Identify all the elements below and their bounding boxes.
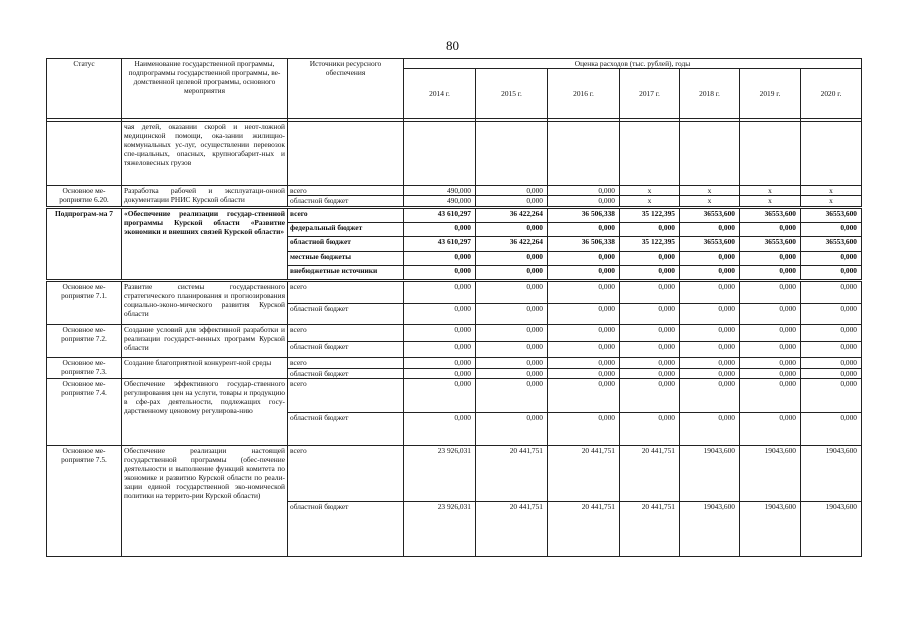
value-cell: 0,000 [680,304,740,325]
status-cell: Основное ме-роприятие 7.4. [47,379,122,446]
value-cell: 19043,600 [740,446,801,502]
value-cell: 19043,600 [680,501,740,557]
header-estimate: Оценка расходов (тыс. рублей), годы [404,59,862,69]
value-cell: 0,000 [740,368,801,379]
value-cell: 0,000 [404,251,476,265]
value-cell: 36553,600 [801,208,862,223]
value-cell: 0,000 [404,341,476,358]
value-cell: 0,000 [801,251,862,265]
header-year: 2020 г. [801,69,862,119]
value-cell: 0,000 [548,281,620,304]
value-cell: 0,000 [548,265,620,280]
value-cell: 0,000 [680,325,740,342]
value-cell: 0,000 [404,325,476,342]
value-cell: 0,000 [476,251,548,265]
value-cell: х [801,186,862,196]
source-cell: областной бюджет [288,341,404,358]
status-cell: Основное ме-роприятие 7.5. [47,446,122,557]
value-cell: 0,000 [476,223,548,237]
value-cell: 0,000 [620,368,680,379]
continuation-row [47,122,862,186]
value-cell: 36 506,338 [548,208,620,223]
value-cell: 0,000 [404,281,476,304]
source-cell: всего [288,379,404,413]
value-cell: 0,000 [476,186,548,196]
name-cell: Разработка рабочей и эксплуатаци-онной документации РНИС Курской области [122,186,288,208]
value-cell: 0,000 [620,412,680,446]
value-cell: 0,000 [801,265,862,280]
value-cell: 0,000 [548,223,620,237]
value-cell: 36 422,264 [476,237,548,251]
value-cell: 20 441,751 [476,446,548,502]
name-cell: Обеспечение эффективного государ-ственного регулирования цен на услуги, товары и продукцию в сфе-рах деятельности, подлежащих госу-дарственному ценовому регулирова-нию [122,379,288,446]
value-cell: 0,000 [801,358,862,369]
value-cell: 0,000 [548,358,620,369]
value-cell: 0,000 [548,379,620,413]
value-cell: 0,000 [404,358,476,369]
header-year: 2019 г. [740,69,801,119]
value-cell: 0,000 [801,412,862,446]
name-cell: «Обеспечение реализации государ-ственной программы Курской области «Развитие экономики и внешних связей Курской области» [122,208,288,281]
value-cell: 0,000 [740,251,801,265]
value-cell: 0,000 [740,223,801,237]
name-cell: Обеспечение реализации настоящей государственной программы (обес-печение деятельности и выполнение функций комитета по экономике и развитию Курской области по реали-зации единой государственной эко-номической политики на террито-рии Курской области) [122,446,288,557]
value-cell: х [620,196,680,208]
value-cell: 0,000 [740,281,801,304]
value-cell: 0,000 [801,341,862,358]
value-cell: 0,000 [801,281,862,304]
value-cell: 0,000 [680,341,740,358]
value-cell: 0,000 [404,412,476,446]
value-cell: 0,000 [548,325,620,342]
value-cell: 0,000 [404,379,476,413]
value-cell: 0,000 [404,304,476,325]
value-cell: 0,000 [476,341,548,358]
budget-table [46,58,862,557]
header-name: Наименование государственной программы, подпрограммы государственной программы, ве-домственной целевой программы, основного мероприятия [122,59,288,119]
value-cell: 0,000 [740,379,801,413]
source-cell: всего [288,325,404,342]
header-year: 2015 г. [476,69,548,119]
status-cell: Подпрограм-ма 7 [47,208,122,281]
status-cell: Основное ме-роприятие 7.1. [47,281,122,325]
value-cell: 0,000 [476,325,548,342]
name-cell: Создание условий для эффективной разработки и реализации государст-венных программ Курской области [122,325,288,358]
value-cell: 36 506,338 [548,237,620,251]
value-cell: 0,000 [620,325,680,342]
table-row [47,186,862,196]
value-cell: 0,000 [404,368,476,379]
source-cell: всего [288,281,404,304]
value-cell: 0,000 [620,379,680,413]
value-cell: 36553,600 [801,237,862,251]
header-year: 2014 г. [404,69,476,119]
value-cell: 0,000 [740,325,801,342]
value-cell: 20 441,751 [476,501,548,557]
value-cell: 0,000 [404,265,476,280]
value-cell: 0,000 [801,379,862,413]
value-cell: 0,000 [801,325,862,342]
value-cell: 0,000 [620,341,680,358]
value-cell: 0,000 [476,379,548,413]
value-cell: 0,000 [476,304,548,325]
value-cell: 0,000 [740,304,801,325]
value-cell: 0,000 [476,412,548,446]
table-row [47,325,862,342]
value-cell: 35 122,395 [620,208,680,223]
value-cell: 43 610,297 [404,237,476,251]
value-cell: 43 610,297 [404,208,476,223]
header-sources: Источники ресурсного обеспечения [288,59,404,119]
value-cell: 0,000 [476,368,548,379]
table-body [47,119,862,557]
value-cell: 0,000 [801,223,862,237]
value-cell: 0,000 [548,196,620,208]
value-cell: 0,000 [680,412,740,446]
value-cell: х [801,196,862,208]
source-cell: областной бюджет [288,196,404,208]
value-cell: х [740,196,801,208]
value-cell: 36553,600 [740,208,801,223]
value-cell: 36553,600 [740,237,801,251]
value-cell: 35 122,395 [620,237,680,251]
status-cell: Основное ме-роприятие 7.3. [47,358,122,379]
value-cell: 0,000 [548,412,620,446]
value-cell: х [680,196,740,208]
table-row [47,358,862,369]
value-cell: 0,000 [548,368,620,379]
value-cell: 20 441,751 [548,501,620,557]
name-cell: Развитие системы государственного стратегического планирования и прогнозирования социально-эконо-мического развития Курской области [122,281,288,325]
value-cell: 19043,600 [680,446,740,502]
value-cell: 36553,600 [680,208,740,223]
source-cell: областной бюджет [288,368,404,379]
value-cell: 0,000 [548,251,620,265]
value-cell: 19043,600 [801,446,862,502]
source-cell: областной бюджет [288,304,404,325]
value-cell: 0,000 [476,281,548,304]
value-cell: 0,000 [476,265,548,280]
source-cell: всего [288,446,404,502]
source-cell: всего [288,208,404,223]
value-cell: 0,000 [620,265,680,280]
value-cell: 0,000 [548,304,620,325]
value-cell: 36553,600 [680,237,740,251]
value-cell: 0,000 [620,304,680,325]
value-cell: х [620,186,680,196]
value-cell: 0,000 [620,223,680,237]
table-row [47,379,862,413]
value-cell: 36 422,264 [476,208,548,223]
table-row [47,208,862,223]
value-cell: 19043,600 [801,501,862,557]
value-cell: 0,000 [548,186,620,196]
value-cell: 0,000 [740,341,801,358]
value-cell: 0,000 [801,304,862,325]
status-cell: Основное ме-роприятие 6.20. [47,186,122,208]
page-number: 80 [446,38,459,53]
value-cell: 0,000 [476,358,548,369]
value-cell: 490,000 [404,186,476,196]
value-cell: 0,000 [680,223,740,237]
value-cell: 20 441,751 [620,501,680,557]
value-cell: 0,000 [680,251,740,265]
header-year: 2017 г. [620,69,680,119]
value-cell: 0,000 [548,341,620,358]
value-cell: 490,000 [404,196,476,208]
value-cell: 0,000 [476,196,548,208]
value-cell: 0,000 [620,281,680,304]
value-cell: х [680,186,740,196]
source-cell: местные бюджеты [288,251,404,265]
header-year: 2018 г. [680,69,740,119]
value-cell: 0,000 [740,358,801,369]
header-year: 2016 г. [548,69,620,119]
source-cell: всего [288,358,404,369]
name-cell: Создание благоприятной конкурент-ной среды [122,358,288,379]
value-cell: 0,000 [740,412,801,446]
value-cell: 0,000 [680,281,740,304]
source-cell: всего [288,186,404,196]
value-cell: 20 441,751 [548,446,620,502]
value-cell: 19043,600 [740,501,801,557]
value-cell: 0,000 [801,368,862,379]
source-cell: внебюджетные источники [288,265,404,280]
table-row [47,281,862,304]
value-cell: 23 926,031 [404,446,476,502]
header-status: Статус [47,59,122,119]
source-cell: областной бюджет [288,237,404,251]
continuation-text: чая детей, оказании скорой и неот-ложной медицинской помощи, ока-зании жилищно-коммунальных ус-луг, осуществлении перевозок спе-циальных, опасных, крупногабарит-ных и тяжеловесных грузов [122,122,288,186]
value-cell: 20 441,751 [620,446,680,502]
status-cell: Основное ме-роприятие 7.2. [47,325,122,358]
value-cell: 0,000 [620,358,680,369]
source-cell: областной бюджет [288,501,404,557]
value-cell: 0,000 [680,358,740,369]
value-cell: 0,000 [680,379,740,413]
value-cell: х [740,186,801,196]
value-cell: 0,000 [404,223,476,237]
source-cell: федеральный бюджет [288,223,404,237]
value-cell: 23 926,031 [404,501,476,557]
value-cell: 0,000 [620,251,680,265]
table-row [47,446,862,502]
value-cell: 0,000 [740,265,801,280]
value-cell: 0,000 [680,265,740,280]
value-cell: 0,000 [680,368,740,379]
source-cell: областной бюджет [288,412,404,446]
